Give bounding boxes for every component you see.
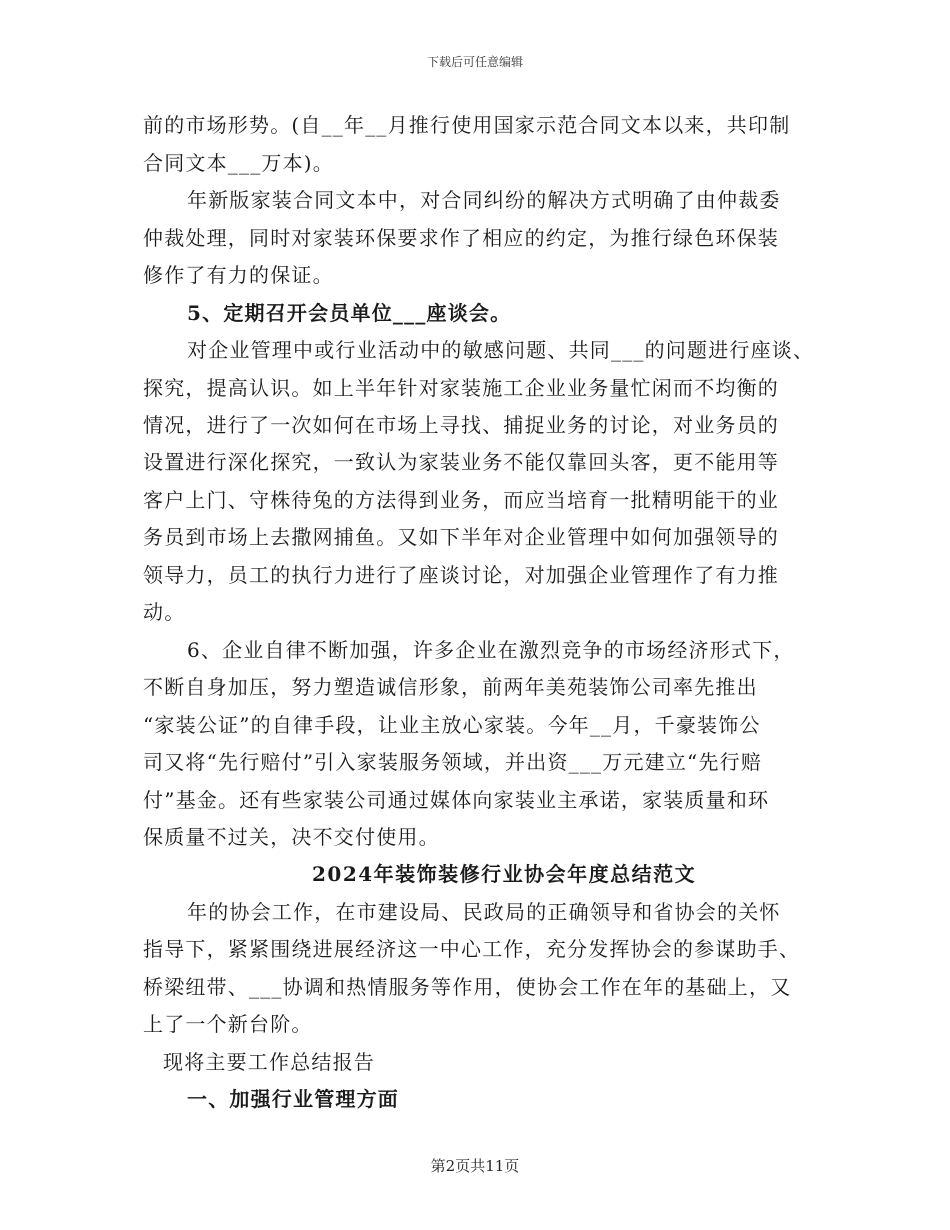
paragraph-line: 对企业管理中或行业活动中的敏感问题、共同___的问题进行座谈、	[187, 338, 815, 362]
body-line: 探究，提高认识。如上半年针对家装施工企业业务量忙闲而不均衡的	[143, 376, 779, 400]
body-line: 客户上门、守株待兔的方法得到业务，而应当培育一批精明能干的业	[143, 488, 779, 512]
body-line: 司又将“先行赔付”引入家装服务领域，并出资___万元建立“先行赔	[143, 750, 763, 774]
body-line: 仲裁处理，同时对家装环保要求作了相应的约定，为推行绿色环保装	[143, 226, 779, 250]
page-header: 下载后可任意编辑	[426, 55, 523, 69]
body-line: 前的市场形势。(自__年__月推行使用国家示范合同文本以来，共印制	[143, 113, 791, 137]
body-line: 合同文本___万本)。	[143, 151, 335, 175]
body-line: 保质量不过关，决不交付使用。	[143, 825, 440, 849]
body-line: 修作了有力的保证。	[143, 263, 334, 287]
paragraph-line: 6、企业自律不断加强，许多企业在激烈竞争的市场经济形式下，	[187, 638, 795, 662]
section-heading-5: 5、定期召开会员单位___座谈会。	[187, 301, 512, 325]
body-line: 动。	[143, 600, 186, 624]
section-heading-1: 一、加强行业管理方面	[187, 1087, 399, 1111]
body-line: 付”基金。还有些家装公司通过媒体向家装业主承诺，家装质量和环	[143, 788, 770, 812]
paragraph-line: 年新版家装合同文本中，对合同纠纷的解决方式明确了由仲裁委	[187, 188, 781, 212]
body-line: 情况，进行了一次如何在市场上寻找、捕捉业务的讨论，对业务员的	[143, 413, 779, 437]
page-footer: 第2页共11页	[430, 1157, 520, 1175]
paragraph-line: 年的协会工作，在市建设局、民政局的正确领导和省协会的关怀	[187, 900, 781, 924]
body-line: 务员到市场上去撒网捕鱼。又如下半年对企业管理中如何加强领导的	[143, 525, 779, 549]
body-line: 桥梁纽带、___协调和热情服务等作用，使协会工作在年的基础上，又	[143, 975, 792, 999]
body-line: 不断自身加压，努力塑造诚信形象，前两年美苑装饰公司率先推出	[143, 675, 758, 699]
document-title: 2024年装饰装修行业协会年度总结范文	[312, 862, 697, 886]
body-line: 上了一个新台阶。	[143, 1012, 313, 1036]
body-line: 设置进行深化探究，一致认为家装业务不能仅靠回头客，更不能用等	[143, 450, 779, 474]
body-line: 指导下，紧紧围绕进展经济这一中心工作，充分发挥协会的参谋助手、	[143, 937, 801, 961]
body-line: 领导力，员工的执行力进行了座谈讨论，对加强企业管理作了有力推	[143, 563, 779, 587]
paragraph-line: 现将主要工作总结报告	[163, 1050, 375, 1074]
body-line: “家装公证”的自律手段，让业主放心家装。今年__月，千豪装饰公	[143, 713, 761, 737]
